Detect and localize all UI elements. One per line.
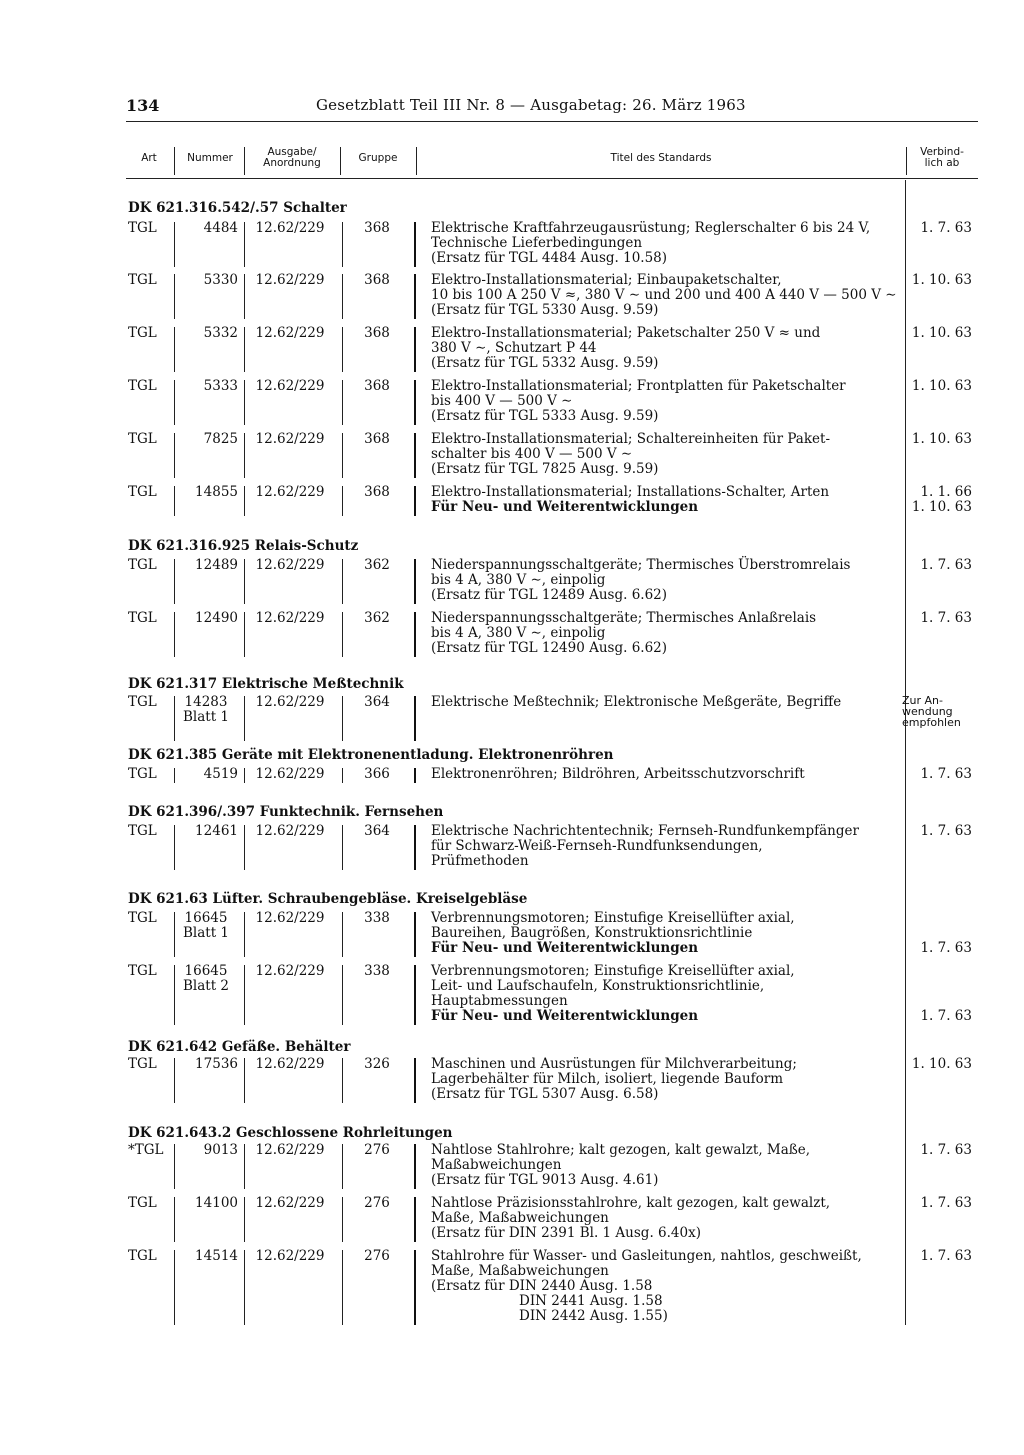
row-divider [342,825,343,870]
gruppe-cell: 368 [364,325,390,341]
row-divider [174,559,175,604]
nummer-cell: 14100 [195,1195,238,1211]
gruppe-cell: 276 [364,1142,390,1158]
titel-line: Lagerbehälter für Milch, isoliert, liegende Bauform [431,1071,784,1087]
row-divider [244,1058,245,1103]
verbindlich-cell: 1. 10. 63 [911,499,972,515]
titel-line: Stahlrohre für Wasser- und Gasleitungen, nahtlos, geschweißt, [431,1248,862,1264]
verbindlich-note: wendung [902,705,953,718]
verbindlich-cell: 1. 10. 63 [911,378,972,394]
verbindlich-cell: 1. 7. 63 [920,220,972,236]
titel-line: für Schwarz-Weiß-Fernseh-Rundfunksendungen, [431,838,763,854]
ausgabe-cell: 12.62/229 [255,823,325,839]
titel-line: (Ersatz für TGL 5332 Ausg. 9.59) [431,355,659,371]
row-divider [414,380,416,425]
titel-line: Maße, Maßabweichungen [431,1210,609,1226]
nummer-cell: 5332 [203,325,238,341]
row-divider [174,768,175,783]
row-divider [342,1144,343,1189]
ausgabe-cell: 12.62/229 [255,766,325,782]
section-heading: DK 621.642 Gefäße. Behälter [128,1039,351,1055]
table-row [126,273,978,318]
titel-line: Elektro-Installationsmaterial; Installations-Schalter, Arten [431,484,830,500]
table-row [126,1057,978,1102]
row-divider [244,1197,245,1242]
art-cell: TGL [128,557,157,573]
titel-line: Für Neu- und Weiterentwicklungen [431,940,699,956]
row-divider [414,912,416,957]
row-divider [174,327,175,372]
verbindlich-cell: 1. 10. 63 [911,325,972,341]
section-heading: DK 621.385 Geräte mit Elektronenentladung. Elektronenröhren [128,747,614,763]
row-divider [342,912,343,957]
row-divider [174,965,175,1025]
ausgabe-cell: 12.62/229 [255,272,325,288]
gruppe-cell: 362 [364,610,390,626]
verbindlich-cell: 1. 10. 63 [911,1056,972,1072]
row-divider [342,559,343,604]
col-titel: Titel des Standards [610,152,712,164]
nummer-cell: 14514 [195,1248,238,1264]
verbindlich-cell: 1. 7. 63 [920,1142,972,1158]
gruppe-cell: 362 [364,557,390,573]
verbindlich-note: empfohlen [902,716,961,729]
titel-line: Für Neu- und Weiterentwicklungen [431,1008,699,1024]
row-divider [244,433,245,478]
ausgabe-cell: 12.62/229 [255,1142,325,1158]
art-cell: TGL [128,431,157,447]
table-row [126,558,978,603]
verbindlich-cell: 1. 7. 63 [920,1248,972,1264]
row-divider [414,825,416,870]
titel-line: Niederspannungsschaltgeräte; Thermisches Überstromrelais [431,557,851,573]
row-divider [414,1058,416,1103]
row-divider [174,825,175,870]
row-divider [174,696,175,741]
table-row [126,824,978,869]
verbindlich-cell: 1. 1. 66 [920,484,972,500]
table-row [126,326,978,371]
titel-line: Elektrische Kraftfahrzeugausrüstung; Reglerschalter 6 bis 24 V, [431,220,871,236]
titel-line: DIN 2441 Ausg. 1.58 [519,1293,663,1309]
row-divider [414,1144,416,1189]
row-divider [414,433,416,478]
table-row [126,221,978,266]
verbindlich-cell: 1. 7. 63 [920,1008,972,1024]
table-row [126,1143,978,1188]
col-divider [174,147,175,175]
col-verbindlich-1: Verbind- [920,146,964,158]
gruppe-cell: 368 [364,431,390,447]
table-row [126,1249,978,1324]
titel-line: (Ersatz für DIN 2440 Ausg. 1.58 [431,1278,653,1294]
row-divider [342,965,343,1025]
gruppe-cell: 276 [364,1195,390,1211]
col-gruppe: Gruppe [358,152,398,164]
gruppe-cell: 338 [364,910,390,926]
titel-line: (Ersatz für TGL 5333 Ausg. 9.59) [431,408,659,424]
row-divider [414,1250,416,1325]
titel-line: Maschinen und Ausrüstungen für Milchverarbeitung; [431,1056,797,1072]
gruppe-cell: 368 [364,272,390,288]
col-verbindlich-2: lich ab [924,157,960,169]
row-divider [342,327,343,372]
titel-line: bis 4 A, 380 V ∼, einpolig [431,572,606,588]
section-heading: DK 621.63 Lüfter. Schraubengebläse. Kreiselgebläse [128,891,528,907]
titel-line: Verbrennungsmotoren; Einstufige Kreisellüfter axial, [431,910,795,926]
row-divider [244,380,245,425]
titel-line: 380 V ∼, Schutzart P 44 [431,340,597,356]
row-divider [244,486,245,516]
table-row [126,379,978,424]
row-divider [174,912,175,957]
titel-line: (Ersatz für TGL 12490 Ausg. 6.62) [431,640,668,656]
row-divider [174,274,175,319]
row-divider [244,912,245,957]
section-heading: DK 621.316.542/.57 Schalter [128,200,347,216]
table-row [126,964,978,1024]
titel-line: Prüfmethoden [431,853,529,869]
gruppe-cell: 276 [364,1248,390,1264]
art-cell: TGL [128,910,157,926]
art-cell: TGL [128,325,157,341]
verbindlich-cell: 1. 7. 63 [920,610,972,626]
verbindlich-cell: 1. 7. 63 [920,557,972,573]
ausgabe-cell: 12.62/229 [255,484,325,500]
row-divider [414,274,416,319]
row-divider [244,825,245,870]
gruppe-cell: 366 [364,766,390,782]
row-divider [244,274,245,319]
titel-line: schalter bis 400 V — 500 V ∼ [431,446,633,462]
row-divider [174,1058,175,1103]
titel-line: (Ersatz für TGL 9013 Ausg. 4.61) [431,1172,659,1188]
ausgabe-cell: 12.62/229 [255,963,325,979]
section-heading: DK 621.316.925 Relais-Schutz [128,538,359,554]
titel-line: Maße, Maßabweichungen [431,1263,609,1279]
row-divider [174,1197,175,1242]
table-row [126,1196,978,1241]
verbindlich-cell: 1. 10. 63 [911,431,972,447]
gruppe-cell: 364 [364,823,390,839]
blatt-cell: Blatt 1 [182,709,230,725]
titel-line: Nahtlose Präzisionsstahlrohre, kalt gezogen, kalt gewalzt, [431,1195,831,1211]
page-title: Gesetzblatt Teil III Nr. 8 — Ausgabetag: 26. März 1963 [316,96,746,114]
table-row [126,611,978,656]
nummer-cell: 4519 [203,766,238,782]
verbindlich-cell: 1. 10. 63 [911,272,972,288]
gruppe-cell: 364 [364,694,390,710]
art-cell: TGL [128,1195,157,1211]
row-divider [342,1250,343,1325]
titel-line: (Ersatz für TGL 4484 Ausg. 10.58) [431,250,668,266]
blatt-cell: Blatt 1 [182,925,230,941]
titel-line: Baureihen, Baugrößen, Konstruktionsrichtlinie [431,925,753,941]
row-divider [414,612,416,657]
ausgabe-cell: 12.62/229 [255,910,325,926]
row-divider [414,222,416,267]
nummer-cell: 16645 [184,963,228,979]
row-divider [174,612,175,657]
titel-line: Technische Lieferbedingungen [431,235,643,251]
section-heading: DK 621.396/.397 Funktechnik. Fernsehen [128,804,444,820]
titel-line: bis 400 V — 500 V ∼ [431,393,573,409]
titel-line: DIN 2442 Ausg. 1.55) [519,1308,668,1324]
row-divider [414,559,416,604]
art-cell: TGL [128,766,157,782]
ausgabe-cell: 12.62/229 [255,1056,325,1072]
nummer-cell: 17536 [195,1056,238,1072]
row-divider [414,696,416,741]
row-divider [244,965,245,1025]
titel-line: (Ersatz für TGL 7825 Ausg. 9.59) [431,461,659,477]
art-cell: TGL [128,963,157,979]
ausgabe-cell: 12.62/229 [255,1248,325,1264]
gruppe-cell: 368 [364,378,390,394]
art-cell: TGL [128,484,157,500]
nummer-cell: 12490 [195,610,238,626]
row-divider [244,1250,245,1325]
col-ausgabe-1: Ausgabe/ [267,146,317,158]
row-divider [414,486,416,516]
column-header [126,145,978,179]
table-row [126,767,978,782]
row-divider [414,327,416,372]
nummer-cell: 9013 [203,1142,238,1158]
row-divider [174,433,175,478]
nummer-cell: 5333 [203,378,238,394]
art-cell: TGL [128,378,157,394]
titel-line: Elektro-Installationsmaterial; Frontplatten für Paketschalter [431,378,846,394]
nummer-cell: 12461 [195,823,238,839]
titel-line: (Ersatz für TGL 5307 Ausg. 6.58) [431,1086,659,1102]
verbindlich-cell: 1. 7. 63 [920,823,972,839]
titel-line: Elektro-Installationsmaterial; Einbaupaketschalter, [431,272,782,288]
nummer-cell: 7825 [203,431,238,447]
section-heading: DK 621.317 Elektrische Meßtechnik [128,676,404,692]
titel-line: Maßabweichungen [431,1157,562,1173]
table-row [126,695,978,740]
titel-line: bis 4 A, 380 V ∼, einpolig [431,625,606,641]
verbindlich-cell: 1. 7. 63 [920,1195,972,1211]
ausgabe-cell: 12.62/229 [255,378,325,394]
row-divider [342,1197,343,1242]
art-cell: TGL [128,1056,157,1072]
ausgabe-cell: 12.62/229 [255,431,325,447]
row-divider [414,965,416,1025]
titel-line: (Ersatz für DIN 2391 Bl. 1 Ausg. 6.40x) [431,1225,701,1241]
col-divider [340,147,341,175]
row-divider [244,612,245,657]
art-cell: TGL [128,694,157,710]
row-divider [174,1144,175,1189]
row-divider [342,274,343,319]
titel-line: Verbrennungsmotoren; Einstufige Kreisellüfter axial, [431,963,795,979]
row-divider [174,486,175,516]
titel-line: 10 bis 100 A 250 V ≈, 380 V ∼ und 200 und 400 A 440 V — 500 V ∼ [431,287,897,303]
col-nummer: Nummer [187,152,233,164]
titel-line: (Ersatz für TGL 12489 Ausg. 6.62) [431,587,668,603]
gruppe-cell: 338 [364,963,390,979]
page-number: 134 [126,96,160,115]
row-divider [244,696,245,741]
titel-line: Nahtlose Stahlrohre; kalt gezogen, kalt gewalzt, Maße, [431,1142,811,1158]
row-divider [414,768,416,783]
row-divider [244,327,245,372]
art-cell: *TGL [128,1142,164,1158]
nummer-cell: 12489 [195,557,238,573]
table-row [126,911,978,956]
row-divider [244,768,245,783]
nummer-cell: 14283 [184,694,228,710]
col-ausgabe-2: Anordnung [263,157,321,169]
nummer-cell: 14855 [195,484,238,500]
row-divider [174,1250,175,1325]
verbindlich-note: Zur An- [902,694,943,707]
row-divider [342,380,343,425]
col-art: Art [141,152,157,164]
titel-line: Elektronenröhren; Bildröhren, Arbeitsschutzvorschrift [431,766,805,782]
verbindlich-cell: 1. 7. 63 [920,940,972,956]
art-cell: TGL [128,220,157,236]
titel-line: Elektrische Meßtechnik; Elektronische Meßgeräte, Begriffe [431,694,842,710]
titel-line: Niederspannungsschaltgeräte; Thermisches Anlaßrelais [431,610,817,626]
gruppe-cell: 368 [364,220,390,236]
row-divider [342,768,343,783]
titel-line: Für Neu- und Weiterentwicklungen [431,499,699,515]
row-divider [342,612,343,657]
gruppe-cell: 326 [364,1056,390,1072]
section-heading: DK 621.643.2 Geschlossene Rohrleitungen [128,1125,453,1141]
col-divider [244,147,245,175]
titel-line: Elektro-Installationsmaterial; Paketschalter 250 V ≈ und [431,325,821,341]
col-divider [416,147,417,175]
ausgabe-cell: 12.62/229 [255,557,325,573]
ausgabe-cell: 12.62/229 [255,1195,325,1211]
art-cell: TGL [128,823,157,839]
verbindlich-cell: 1. 7. 63 [920,766,972,782]
row-divider [174,222,175,267]
titel-line: Elektrische Nachrichtentechnik; Fernseh-Rundfunkempfänger [431,823,859,839]
table-row [126,485,978,515]
row-divider [244,222,245,267]
art-cell: TGL [128,272,157,288]
titel-line: Elektro-Installationsmaterial; Schaltereinheiten für Paket- [431,431,831,447]
ausgabe-cell: 12.62/229 [255,325,325,341]
row-divider [414,1197,416,1242]
table-row [126,432,978,477]
nummer-cell: 16645 [184,910,228,926]
row-divider [342,222,343,267]
ausgabe-cell: 12.62/229 [255,610,325,626]
titel-line: Leit- und Laufschaufeln, Konstruktionsrichtlinie, [431,978,765,994]
nummer-cell: 4484 [203,220,238,236]
row-divider [342,486,343,516]
row-divider [342,1058,343,1103]
header-rule [126,121,978,122]
nummer-cell: 5330 [203,272,238,288]
blatt-cell: Blatt 2 [182,978,230,994]
row-divider [342,433,343,478]
row-divider [244,559,245,604]
art-cell: TGL [128,610,157,626]
row-divider [342,696,343,741]
art-cell: TGL [128,1248,157,1264]
row-divider [244,1144,245,1189]
ausgabe-cell: 12.62/229 [255,694,325,710]
row-divider [174,380,175,425]
ausgabe-cell: 12.62/229 [255,220,325,236]
titel-line: (Ersatz für TGL 5330 Ausg. 9.59) [431,302,659,318]
titel-line: Hauptabmessungen [431,993,568,1009]
gruppe-cell: 368 [364,484,390,500]
